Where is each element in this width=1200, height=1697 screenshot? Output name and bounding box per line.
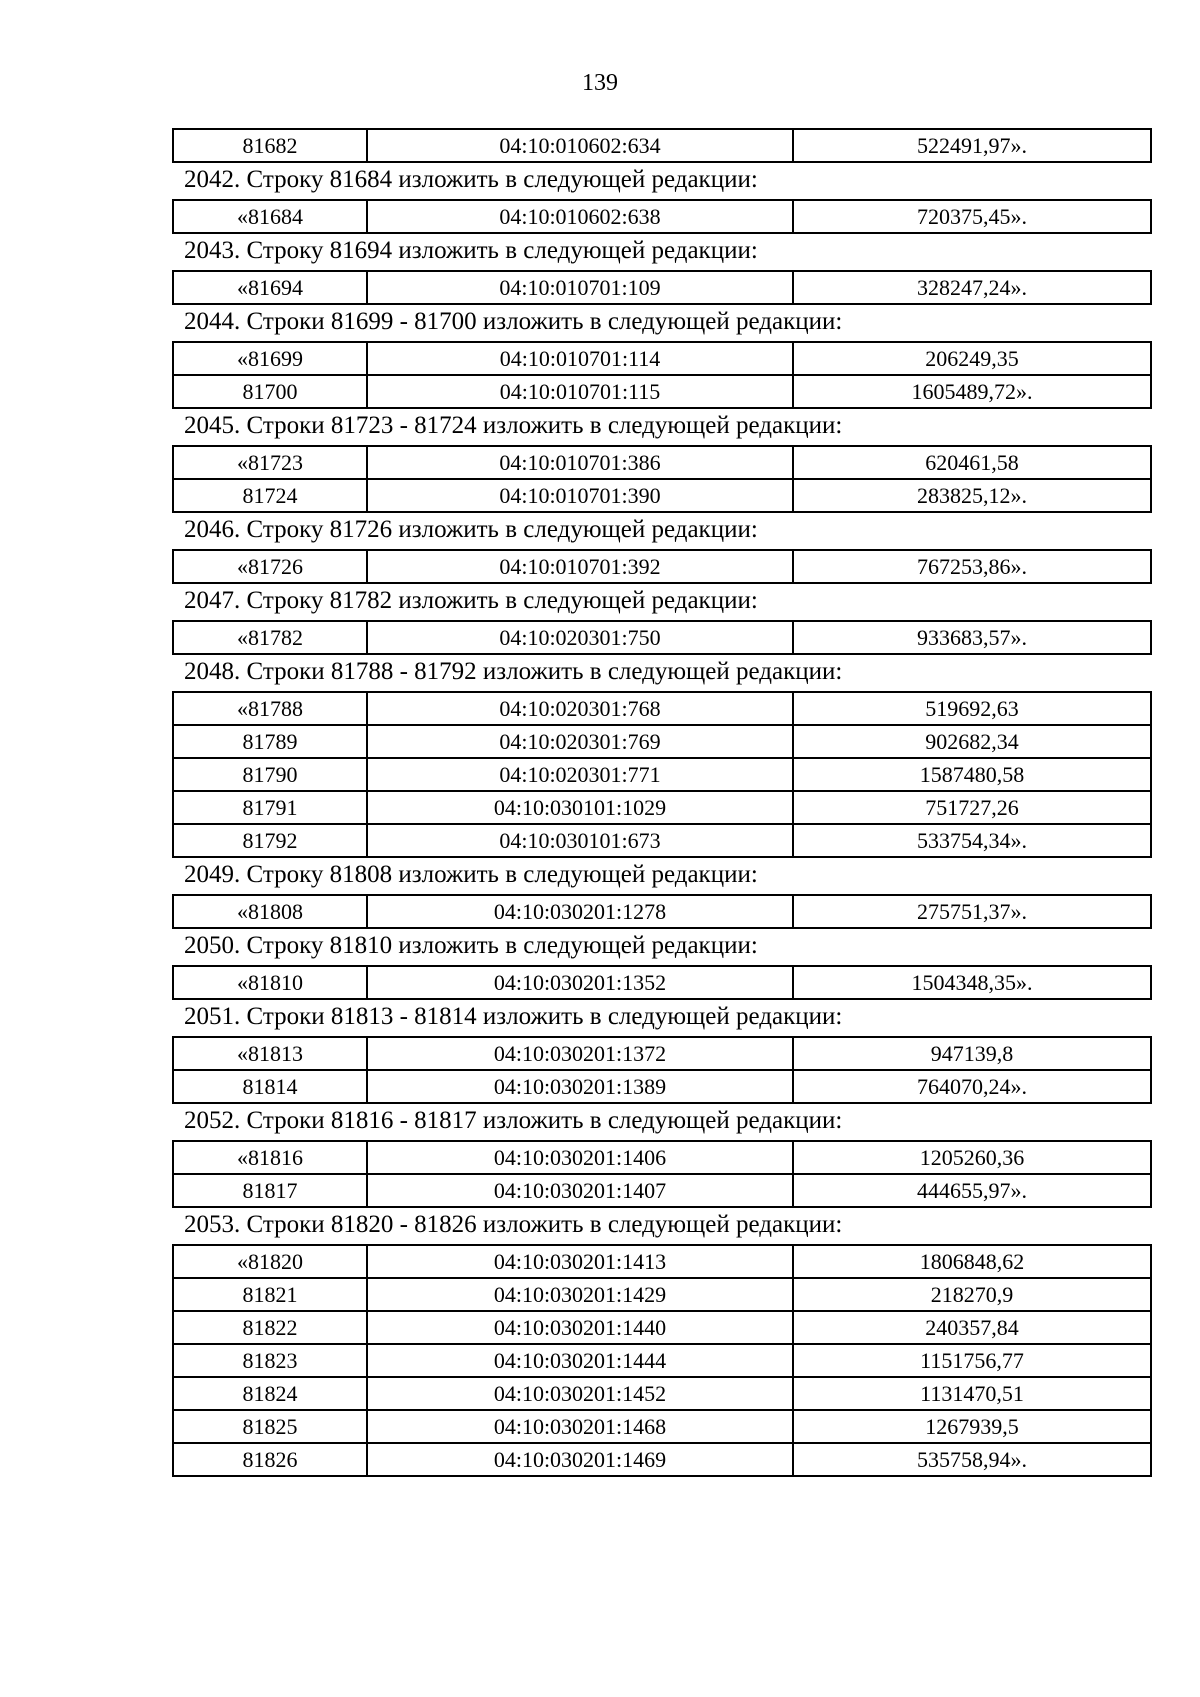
table-row <box>173 271 1151 304</box>
value-cell: 947139,8 <box>793 1037 1151 1070</box>
value-cell: 1504348,35». <box>793 966 1151 999</box>
section-table <box>172 270 1152 305</box>
row-number-cell: 81822 <box>173 1311 367 1344</box>
section-table <box>172 1036 1152 1104</box>
cadastral-number-cell: 04:10:030201:1413 <box>367 1245 793 1278</box>
cadastral-number-cell: 04:10:030201:1468 <box>367 1410 793 1443</box>
amendment-sections <box>172 165 1144 1477</box>
table-row <box>173 200 1151 233</box>
cadastral-number-cell: 04:10:010602:638 <box>367 200 793 233</box>
section-heading: 2049. Строку 81808 изложить в следующей редакции: <box>184 861 758 888</box>
section-heading: 2051. Строки 81813 - 81814 изложить в следующей редакции: <box>184 1003 843 1030</box>
cadastral-number-cell: 04:10:010701:390 <box>367 479 793 512</box>
cadastral-number-cell: 04:10:030201:1452 <box>367 1377 793 1410</box>
cadastral-number-cell: 04:10:010701:115 <box>367 375 793 408</box>
row-number-cell: 81791 <box>173 791 367 824</box>
page-number: 139 <box>582 70 618 96</box>
table-row <box>173 1245 1151 1278</box>
section-table <box>172 691 1152 858</box>
section-table <box>172 199 1152 234</box>
table-row <box>173 966 1151 999</box>
table-first <box>172 128 1152 163</box>
value-cell: 206249,35 <box>793 342 1151 375</box>
section-heading: 2044. Строки 81699 - 81700 изложить в следующей редакции: <box>184 308 843 335</box>
row-number-cell: 81821 <box>173 1278 367 1311</box>
value-cell: 283825,12». <box>793 479 1151 512</box>
cadastral-number-cell: 04:10:010701:114 <box>367 342 793 375</box>
value-cell: 535758,94». <box>793 1443 1151 1476</box>
cadastral-number-cell: 04:10:030201:1406 <box>367 1141 793 1174</box>
section-table <box>172 894 1152 929</box>
table-row <box>173 725 1151 758</box>
table-row <box>173 1410 1151 1443</box>
row-number-cell: «81684 <box>173 200 367 233</box>
cadastral-number-cell: 04:10:030201:1372 <box>367 1037 793 1070</box>
section-heading: 2045. Строки 81723 - 81724 изложить в следующей редакции: <box>184 412 843 439</box>
cadastral-number-cell: 04:10:030201:1429 <box>367 1278 793 1311</box>
row-number-cell: 81825 <box>173 1410 367 1443</box>
cadastral-number-cell: 04:10:030101:1029 <box>367 791 793 824</box>
row-number-cell: «81699 <box>173 342 367 375</box>
value-cell: 767253,86». <box>793 550 1151 583</box>
value-cell: 764070,24». <box>793 1070 1151 1103</box>
table-row <box>173 1174 1151 1207</box>
table-row <box>173 692 1151 725</box>
value-cell: 218270,9 <box>793 1278 1151 1311</box>
row-number-cell: «81820 <box>173 1245 367 1278</box>
cadastral-number-cell: 04:10:010701:392 <box>367 550 793 583</box>
section-table <box>172 1140 1152 1208</box>
row-number-cell: 81826 <box>173 1443 367 1476</box>
cadastral-number-cell: 04:10:030201:1278 <box>367 895 793 928</box>
value-cell: 328247,24». <box>793 271 1151 304</box>
row-number-cell: 81817 <box>173 1174 367 1207</box>
cadastral-number-cell: 04:10:030201:1440 <box>367 1311 793 1344</box>
value-cell: 1267939,5 <box>793 1410 1151 1443</box>
row-number-cell: «81808 <box>173 895 367 928</box>
row-number-cell: «81723 <box>173 446 367 479</box>
table-row <box>173 1344 1151 1377</box>
row-number-cell: 81824 <box>173 1377 367 1410</box>
table-row <box>173 791 1151 824</box>
value-cell: 902682,34 <box>793 725 1151 758</box>
table-row <box>173 758 1151 791</box>
cadastral-number-cell: 04:10:030201:1352 <box>367 966 793 999</box>
row-number-cell: 81814 <box>173 1070 367 1103</box>
table-row <box>173 129 1151 162</box>
cadastral-number-cell: 04:10:020301:750 <box>367 621 793 654</box>
cadastral-number-cell: 04:10:030201:1407 <box>367 1174 793 1207</box>
section-heading: 2052. Строки 81816 - 81817 изложить в следующей редакции: <box>184 1107 843 1134</box>
cadastral-number-cell: 04:10:020301:768 <box>367 692 793 725</box>
row-number-cell: «81810 <box>173 966 367 999</box>
table-row <box>173 550 1151 583</box>
value-cell: 275751,37». <box>793 895 1151 928</box>
table-row <box>173 621 1151 654</box>
row-number-cell: 81790 <box>173 758 367 791</box>
row-number-cell: 81724 <box>173 479 367 512</box>
value-cell: 933683,57». <box>793 621 1151 654</box>
value-cell: 444655,97». <box>793 1174 1151 1207</box>
row-number-cell: «81694 <box>173 271 367 304</box>
value-cell: 1151756,77 <box>793 1344 1151 1377</box>
section-table <box>172 341 1152 409</box>
section-heading: 2043. Строку 81694 изложить в следующей редакции: <box>184 237 758 264</box>
cadastral-number-cell: 04:10:030101:673 <box>367 824 793 857</box>
table-row <box>173 479 1151 512</box>
value-cell: 1605489,72». <box>793 375 1151 408</box>
table-row <box>173 1278 1151 1311</box>
table-row <box>173 446 1151 479</box>
section-heading: 2050. Строку 81810 изложить в следующей редакции: <box>184 932 758 959</box>
document-body <box>172 128 1144 1477</box>
row-number-cell: 81792 <box>173 824 367 857</box>
row-number-cell: «81782 <box>173 621 367 654</box>
section-table <box>172 620 1152 655</box>
section-heading: 2053. Строки 81820 - 81826 изложить в следующей редакции: <box>184 1211 843 1238</box>
row-number-cell: «81726 <box>173 550 367 583</box>
value-cell: 720375,45». <box>793 200 1151 233</box>
value-cell: 240357,84 <box>793 1311 1151 1344</box>
row-number-cell: «81788 <box>173 692 367 725</box>
row-number-cell: 81682 <box>173 129 367 162</box>
value-cell: 1205260,36 <box>793 1141 1151 1174</box>
section-heading: 2042. Строку 81684 изложить в следующей редакции: <box>184 166 758 193</box>
table-row <box>173 1037 1151 1070</box>
section-table <box>172 549 1152 584</box>
cadastral-number-cell: 04:10:020301:771 <box>367 758 793 791</box>
cadastral-number-cell: 04:10:030201:1444 <box>367 1344 793 1377</box>
section-table <box>172 445 1152 513</box>
table-row <box>173 375 1151 408</box>
value-cell: 1587480,58 <box>793 758 1151 791</box>
table-row <box>173 1443 1151 1476</box>
table-row <box>173 1070 1151 1103</box>
row-number-cell: «81816 <box>173 1141 367 1174</box>
table-row <box>173 895 1151 928</box>
value-cell: 519692,63 <box>793 692 1151 725</box>
section-heading: 2046. Строку 81726 изложить в следующей редакции: <box>184 516 758 543</box>
row-number-cell: 81789 <box>173 725 367 758</box>
table-row <box>173 1141 1151 1174</box>
value-cell: 522491,97». <box>793 129 1151 162</box>
row-number-cell: 81700 <box>173 375 367 408</box>
row-number-cell: 81823 <box>173 1344 367 1377</box>
value-cell: 533754,34». <box>793 824 1151 857</box>
value-cell: 1131470,51 <box>793 1377 1151 1410</box>
table-row <box>173 1377 1151 1410</box>
cadastral-number-cell: 04:10:010701:386 <box>367 446 793 479</box>
cadastral-number-cell: 04:10:010701:109 <box>367 271 793 304</box>
table-row <box>173 824 1151 857</box>
row-number-cell: «81813 <box>173 1037 367 1070</box>
cadastral-number-cell: 04:10:030201:1469 <box>367 1443 793 1476</box>
cadastral-number-cell: 04:10:030201:1389 <box>367 1070 793 1103</box>
section-table <box>172 1244 1152 1477</box>
section-heading: 2047. Строку 81782 изложить в следующей редакции: <box>184 587 758 614</box>
table-row <box>173 342 1151 375</box>
value-cell: 620461,58 <box>793 446 1151 479</box>
section-heading: 2048. Строки 81788 - 81792 изложить в следующей редакции: <box>184 658 843 685</box>
cadastral-number-cell: 04:10:020301:769 <box>367 725 793 758</box>
table-row <box>173 1311 1151 1344</box>
value-cell: 751727,26 <box>793 791 1151 824</box>
section-table <box>172 965 1152 1000</box>
cadastral-number-cell: 04:10:010602:634 <box>367 129 793 162</box>
value-cell: 1806848,62 <box>793 1245 1151 1278</box>
